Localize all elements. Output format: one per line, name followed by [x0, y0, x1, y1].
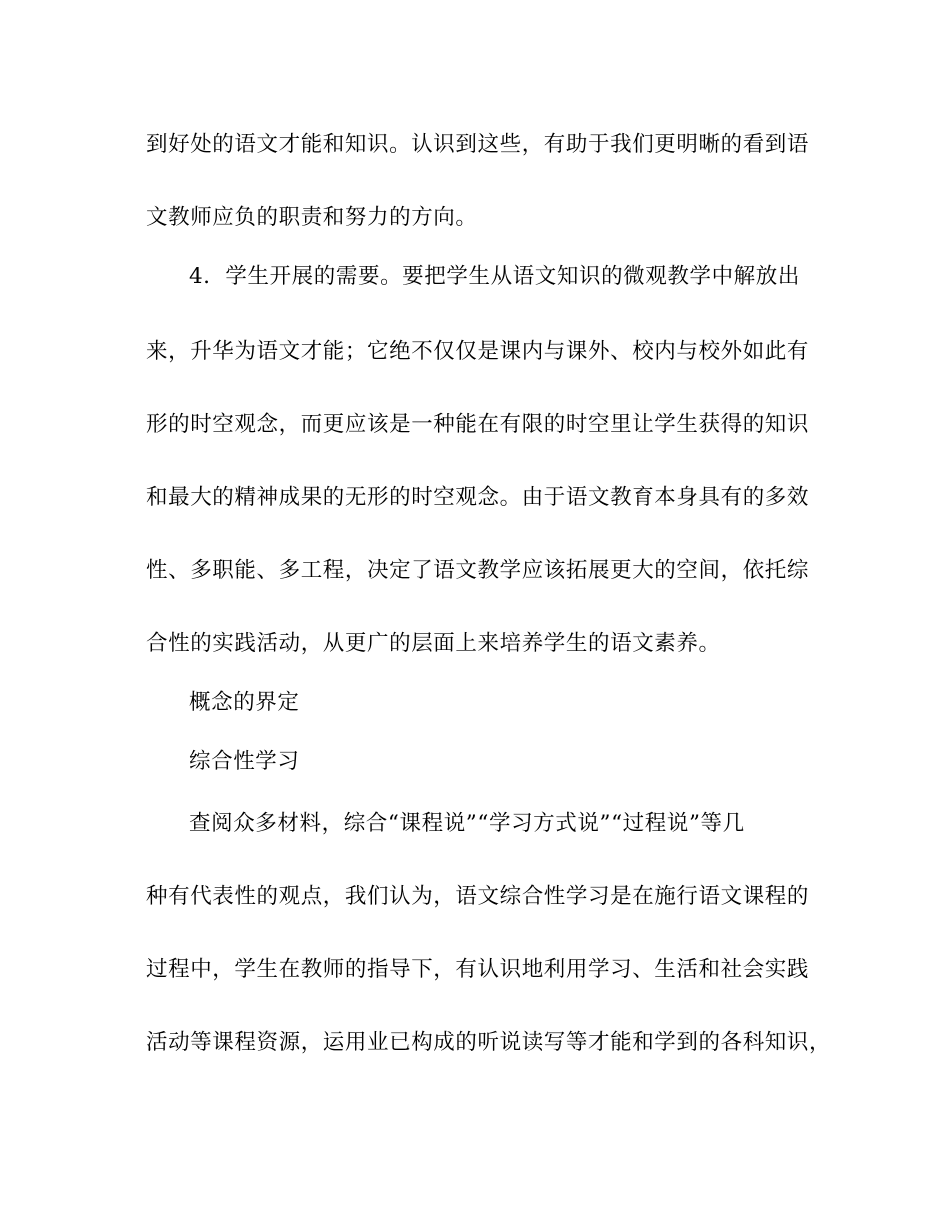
paragraph-line: 活动等课程资源，运用业已构成的听说读写等才能和学到的各科知识， [146, 1030, 832, 1055]
paragraph-line: 到好处的语文才能和知识。认识到这些，有助于我们更明晰的看到语 [146, 132, 810, 157]
paragraph-line: 性、多职能、多工程，决定了语文教学应该拓展更大的空间，依托综 [146, 558, 810, 583]
paragraph-line: 和最大的精神成果的无形的时空观念。由于语文教育本身具有的多效 [146, 485, 810, 510]
paragraph-line: 形的时空观念，而更应该是一种能在有限的时空里让学生获得的知识 [146, 412, 810, 437]
subsection-heading: 综合性学习 [189, 749, 300, 774]
paragraph-line: 合性的实践活动，从更广的层面上来培养学生的语文素养。 [146, 631, 721, 656]
paragraph-line: 文教师应负的职责和努力的方向。 [146, 205, 478, 230]
paragraph-line: 过程中，学生在教师的指导下，有认识地利用学习、生活和社会实践 [146, 957, 810, 982]
paragraph-line: 4．学生开展的需要。要把学生从语文知识的微观教学中解放出 [189, 264, 800, 289]
paragraph-line: 种有代表性的观点，我们认为，语文综合性学习是在施行语文课程的 [146, 884, 810, 909]
paragraph-line: 来，升华为语文才能；它绝不仅仅是课内与课外、校内与校外如此有 [146, 339, 810, 364]
section-heading: 概念的界定 [189, 690, 300, 715]
paragraph-line: 查阅众多材料，综合“课程说”“学习方式说”“过程说”等几 [189, 811, 745, 836]
